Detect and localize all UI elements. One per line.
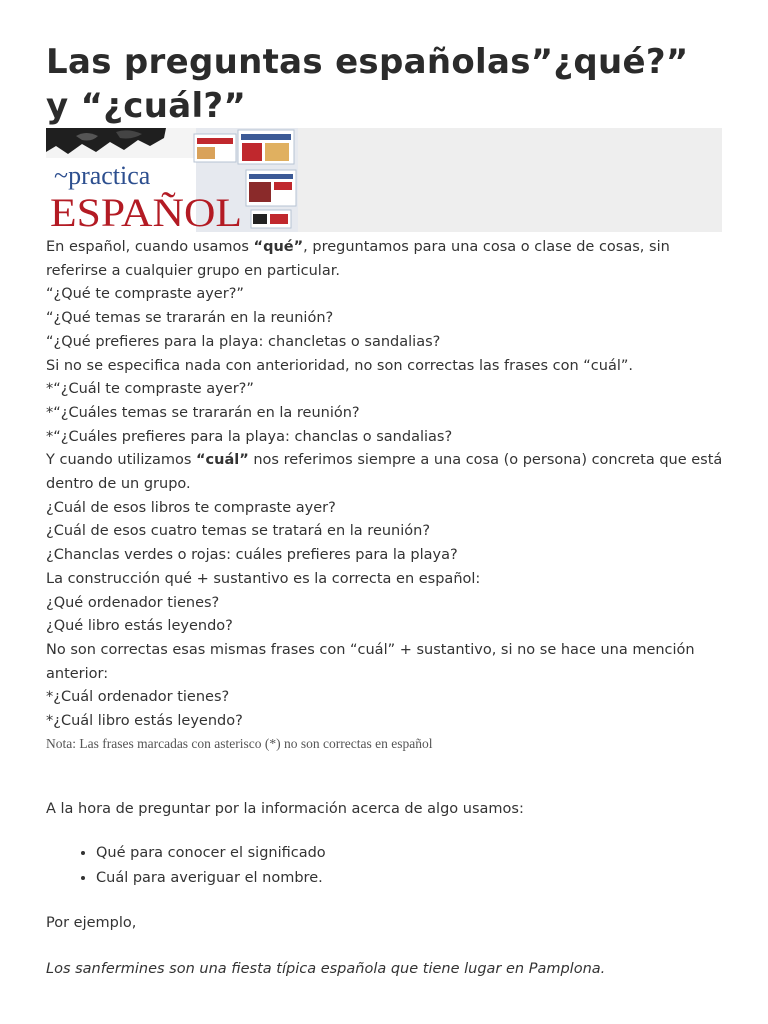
asterisk-note: Nota: Las frases marcadas con asterisco (*) no son correctas en español <box>46 735 433 751</box>
wrong-example: *“¿Cuáles prefieres para la playa: chanclas o sandalias? <box>46 428 453 445</box>
lead-sentence: A la hora de preguntar por la información acerca de algo usamos: <box>46 800 524 817</box>
no-spec-sentence: Si no se especifica nada con anterioridad, no son correctas las frases con “cuál”. <box>46 357 633 374</box>
example-sentence: Los sanfermines son una fiesta típica española que tiene lugar en Pamplona. <box>46 961 606 978</box>
cual-example: ¿Cuál de esos cuatro temas se tratará en la reunión? <box>46 523 431 540</box>
example-label: Por ejemplo, <box>46 915 137 932</box>
logo-practica: ~practica <box>54 161 151 190</box>
wrong-example: *“¿Cuáles temas se trararán en la reunión? <box>46 404 360 421</box>
banner-strip <box>46 128 722 232</box>
construction-example: ¿Qué ordenador tienes? <box>46 594 220 611</box>
cual-intro-paragraph: Y cuando utilizamos “cuál” nos referimos siempre a una cosa (o persona) concreta que está dentro de un grupo. <box>46 452 723 493</box>
not-correct-example: *¿Cuál ordenador tienes? <box>46 689 230 706</box>
practica-espanol-banner <box>46 128 298 232</box>
not-correct-paragraph: No son correctas esas mismas frases con “cuál” + sustantivo, si no se hace una mención anterior: <box>46 641 695 682</box>
page-title <box>46 40 736 128</box>
usage-list <box>46 841 736 890</box>
title-line-2: y “¿cuál?” <box>46 86 247 126</box>
que-example: “¿Qué temas se trararán en la reunión? <box>46 310 334 327</box>
que-keyword: “qué” <box>253 239 304 255</box>
logo-espanol: ESPAÑOL <box>50 190 242 232</box>
banner-graphic <box>46 128 298 232</box>
cual-keyword: “cuál” <box>196 452 249 469</box>
list-item: • Cuál para averiguar el nombre. <box>96 866 736 891</box>
construction-sentence: La construcción qué + sustantivo es la correcta en español: <box>46 570 481 587</box>
intro-paragraph: En español, cuando usamos “qué”, preguntamos para una cosa o clase de cosas, sin referirse a cualquier grupo en particular. <box>46 239 670 279</box>
not-correct-example: *¿Cuál libro estás leyendo? <box>46 713 243 730</box>
article-body <box>46 236 736 982</box>
title-line-1: Las preguntas españolas”¿qué?” <box>46 42 689 82</box>
cual-example: ¿Cuál de esos libros te compraste ayer? <box>46 499 336 516</box>
list-item: • Qué para conocer el significado <box>96 841 736 866</box>
construction-example: ¿Qué libro estás leyendo? <box>46 618 233 635</box>
cual-example: ¿Chanclas verdes o rojas: cuáles prefieres para la playa? <box>46 547 458 564</box>
que-example: “¿Qué te compraste ayer?” <box>46 286 244 303</box>
que-example: “¿Qué prefieres para la playa: chancletas o sandalias? <box>46 333 441 350</box>
wrong-example: *“¿Cuál te compraste ayer?” <box>46 381 254 398</box>
